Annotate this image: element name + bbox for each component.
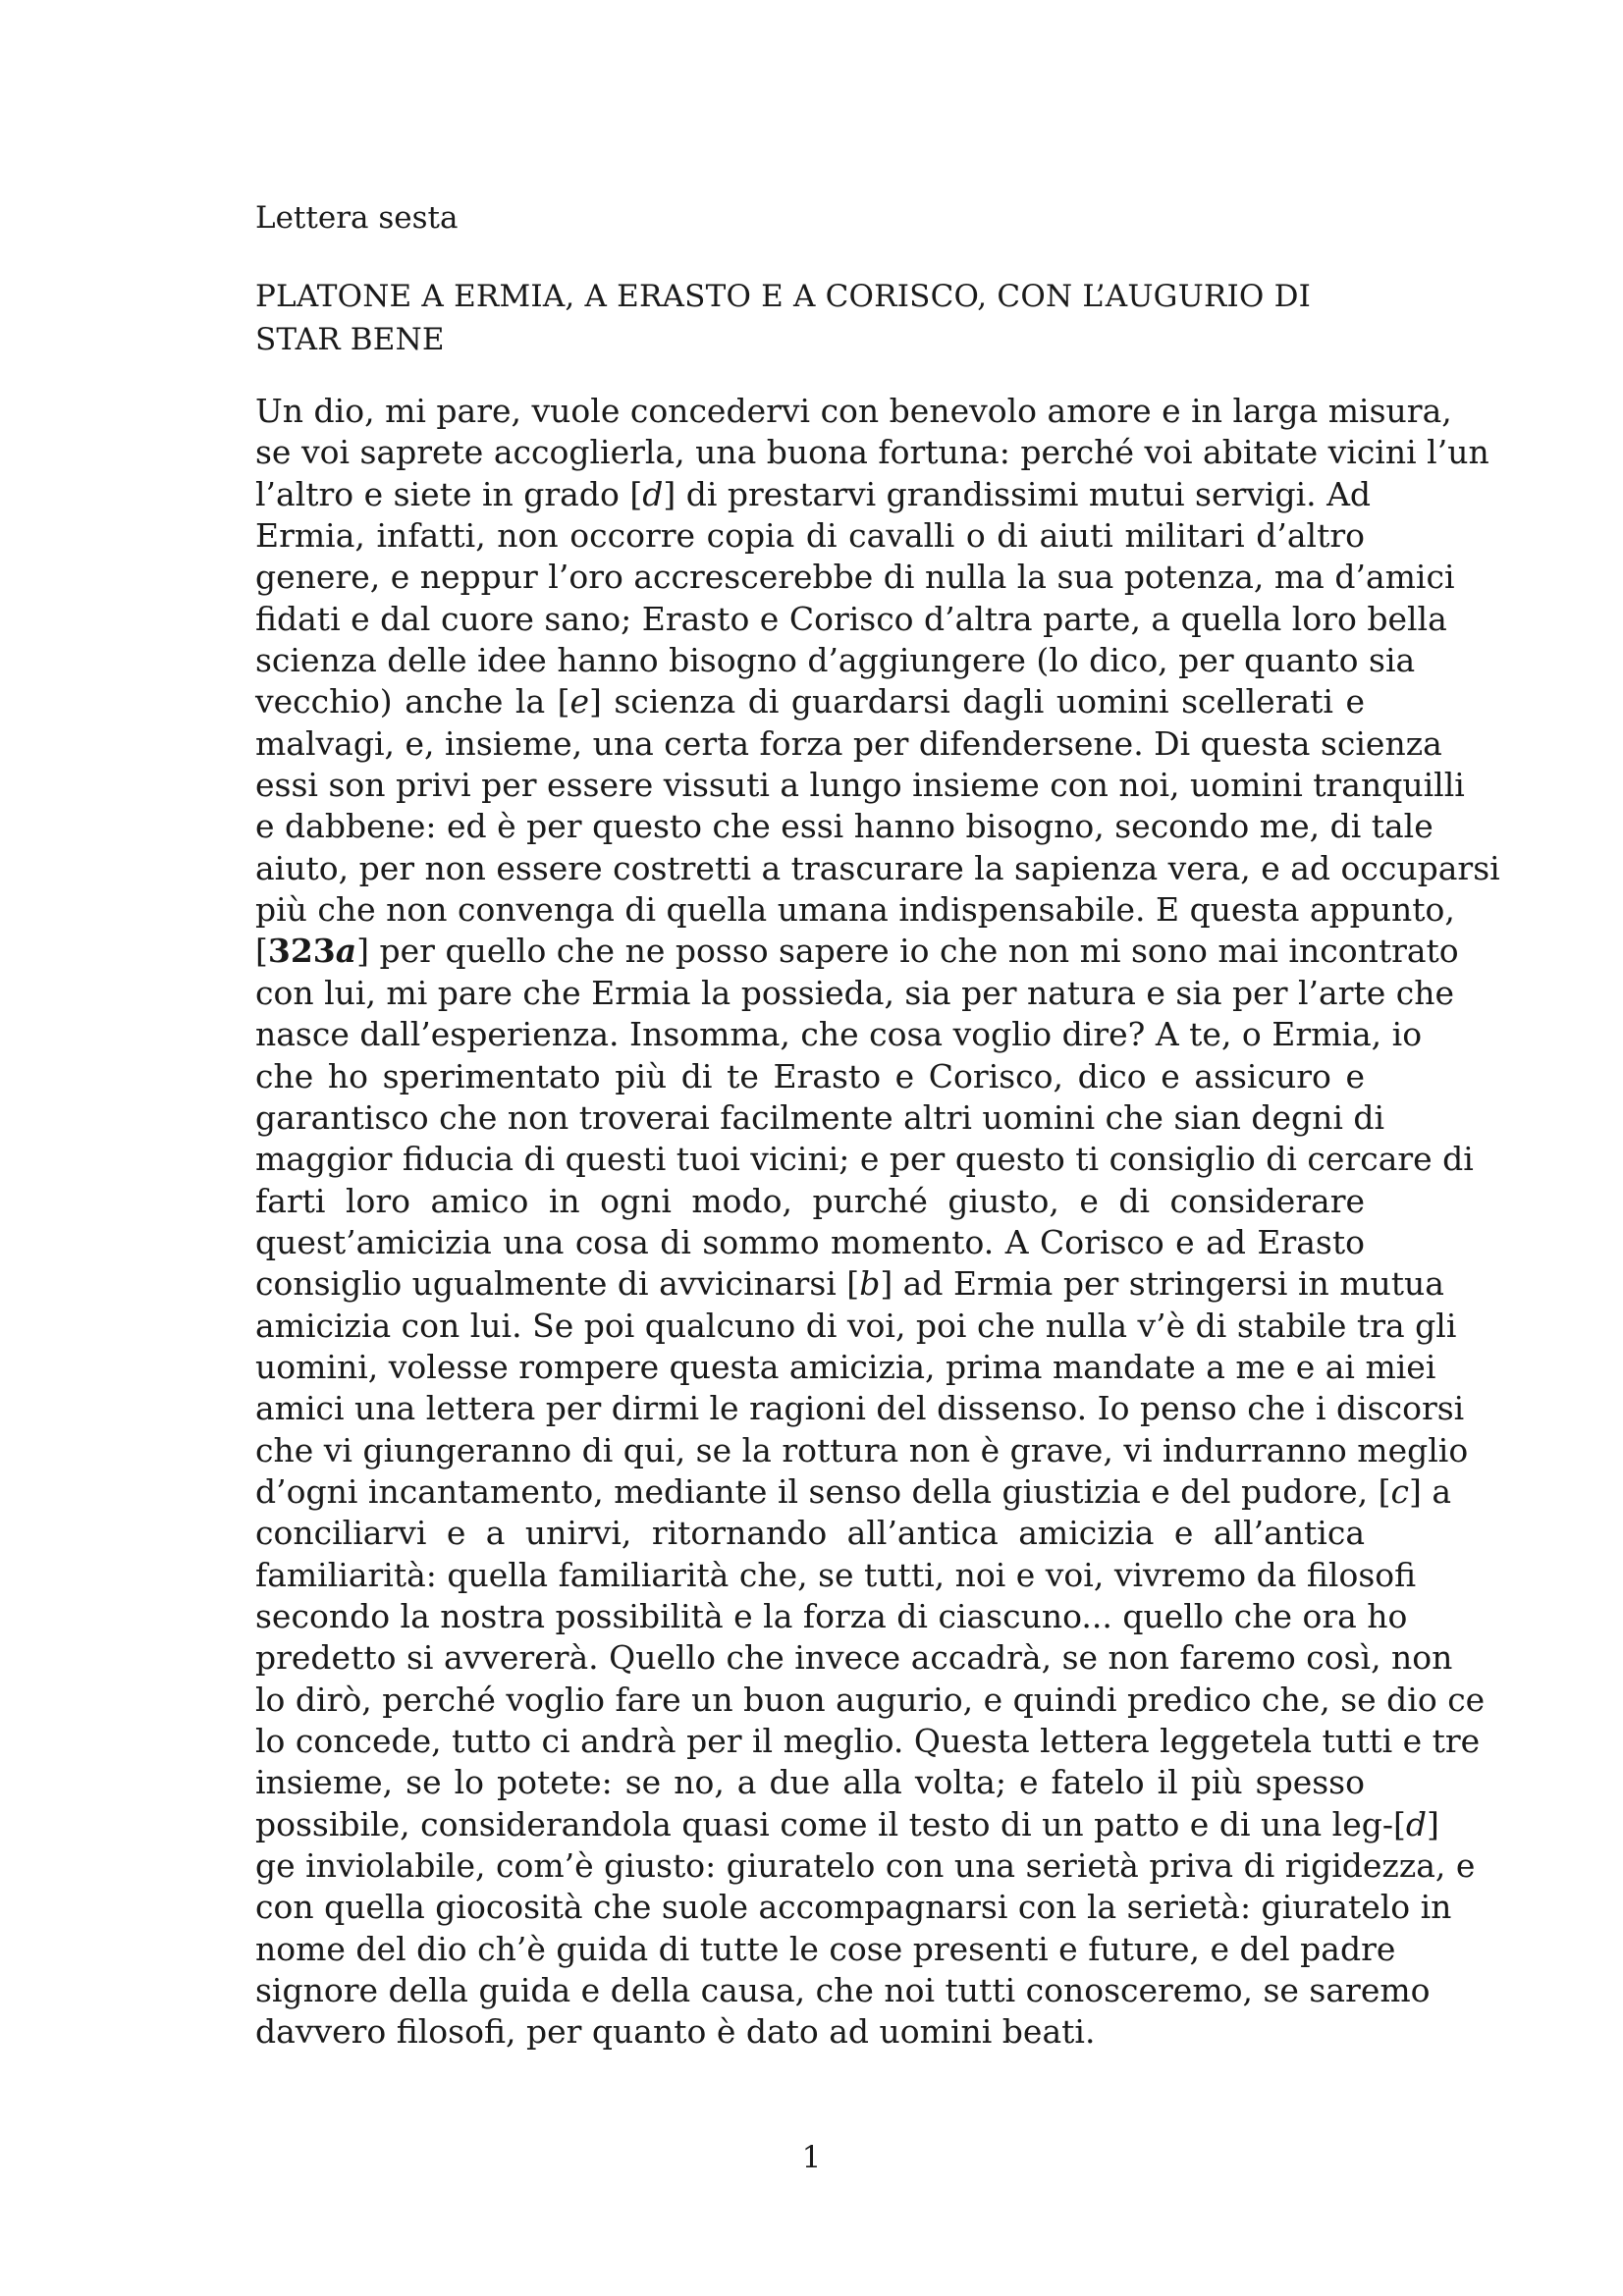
body-line: nome del dio ch’è guida di tutte le cose presenti e future, e del padre	[255, 1929, 1396, 1968]
body-line: garantisco che non troverai facilmente altri uomini che sian degni di	[255, 1097, 1385, 1137]
body-line: possibile, considerandola quasi come il testo di un patto e di una leg-[d]	[255, 1804, 1439, 1843]
page-number: 1	[801, 2140, 822, 2175]
body-line: se voi saprete accoglierla, una buona fortuna: perché voi abitate vicini l’un	[255, 433, 1489, 472]
body-line: genere, e neppur l’oro accrescerebbe di nulla la sua potenza, ma d’amici	[255, 558, 1455, 597]
body-line: che ho sperimentato più di te Erasto e Corisco, dico e assicuro e	[255, 1056, 1365, 1095]
body-line: farti loro amico in ogni modo, purché giusto, e di considerare	[255, 1181, 1365, 1220]
body-line: essi son privi per essere vissuti a lungo insieme con noi, uomini tranquilli	[255, 766, 1465, 805]
body-line: insieme, se lo potete: se no, a due alla volta; e fatelo il più spesso	[255, 1763, 1365, 1802]
body-line: familiarità: quella familiarità che, se tutti, noi e voi, vivremo da filosofi	[255, 1555, 1417, 1594]
body-line: secondo la nostra possibilità e la forza di ciascuno... quello che ora ho	[255, 1596, 1408, 1635]
letter-body	[255, 391, 1500, 2054]
body-line: uomini, volesse rompere questa amicizia, prima mandate a me e ai miei	[255, 1347, 1436, 1386]
body-line: maggior fiducia di questi tuoi vicini; e per questo ti consiglio di cercare di	[255, 1140, 1474, 1179]
body-line: amici una lettera per dirmi le ragioni del dissenso. Io penso che i discorsi	[255, 1389, 1465, 1428]
body-line: più che non convenga di quella umana indispensabile. E questa appunto,	[255, 890, 1455, 930]
body-line: ge inviolabile, com’è giusto: giuratelo con una serietà priva di rigidezza, e	[255, 1846, 1476, 1886]
body-line: vecchio) anche la [e] scienza di guardarsi dagli uomini scellerati e	[255, 682, 1366, 721]
body-line: predetto si avvererà. Quello che invece accadrà, se non faremo così, non	[255, 1638, 1453, 1678]
body-line: consiglio ugualmente di avvicinarsi [b] ad Ermia per stringersi in mutua	[255, 1264, 1444, 1304]
letter-heading: PLATONE A ERMIA, A ERASTO E A CORISCO, CON L’AUGURIO DI STAR BENE	[255, 279, 1312, 357]
body-line: scienza delle idee hanno bisogno d’aggiungere (lo dico, per quanto sia	[255, 641, 1416, 680]
body-line: [323a] per quello che ne posso sapere io che non mi sono mai incontrato	[255, 932, 1459, 971]
body-line: che vi giungeranno di qui, se la rottura non è grave, vi indurranno meglio	[255, 1430, 1469, 1469]
section-marker: b	[859, 1264, 881, 1304]
body-line: d’ogni incantamento, mediante il senso della giustizia e del pudore, [c] a	[255, 1471, 1452, 1511]
body-line: amicizia con lui. Se poi qualcuno di voi, poi che nulla v’è di stabile tra gli	[255, 1306, 1457, 1345]
body-line: Un dio, mi pare, vuole concedervi con benevolo amore e in larga misura,	[255, 392, 1452, 430]
body-line: Ermia, infatti, non occorre copia di cavalli o di aiuti militari d’altro	[255, 516, 1365, 556]
page-marker-letter: a	[335, 932, 357, 971]
body-line: lo dirò, perché voglio fare un buon augurio, e quindi predico che, se dio ce	[255, 1680, 1486, 1719]
section-marker: e	[569, 682, 590, 721]
section-marker: d	[1405, 1804, 1428, 1843]
section-marker: d	[642, 474, 664, 513]
body-line: fidati e dal cuore sano; Erasto e Corisco d’altra parte, a quella loro bella	[255, 599, 1447, 638]
body-line: aiuto, per non essere costretti a trascurare la sapienza vera, e ad occuparsi	[255, 848, 1500, 887]
body-line: e dabbene: ed è per questo che essi hanno bisogno, secondo me, di tale	[255, 807, 1434, 846]
body-line: conciliarvi e a unirvi, ritornando all’antica amicizia e all’antica	[255, 1514, 1365, 1553]
body-line: nasce dall’esperienza. Insomma, che cosa voglio dire? A te, o Ermia, io	[255, 1015, 1423, 1054]
letter-label: Lettera sesta	[255, 200, 459, 236]
body-line: quest’amicizia una cosa di sommo momento. A Corisco e ad Erasto	[255, 1222, 1365, 1261]
body-line: l’altro e siete in grado [d] di prestarvi grandissimi mutui servigi. Ad	[255, 474, 1372, 513]
body-line: lo concede, tutto ci andrà per il meglio. Questa lettera leggetela tutti e tre	[255, 1722, 1481, 1760]
body-line: malvagi, e, insieme, una certa forza per difendersene. Di questa scienza	[255, 723, 1442, 763]
body-line: con lui, mi pare che Ermia la possieda, sia per natura e sia per l’arte che	[255, 973, 1455, 1012]
body-line: signore della guida e della causa, che noi tutti conosceremo, se saremo	[255, 1971, 1431, 2010]
body-line: con quella giocosità che suole accompagnarsi con la serietà: giuratelo in	[255, 1888, 1452, 1927]
page-marker-number: 323	[267, 932, 336, 971]
body-line: davvero filosofi, per quanto è dato ad uomini beati.	[255, 2012, 1096, 2052]
section-marker: c	[1390, 1471, 1409, 1511]
